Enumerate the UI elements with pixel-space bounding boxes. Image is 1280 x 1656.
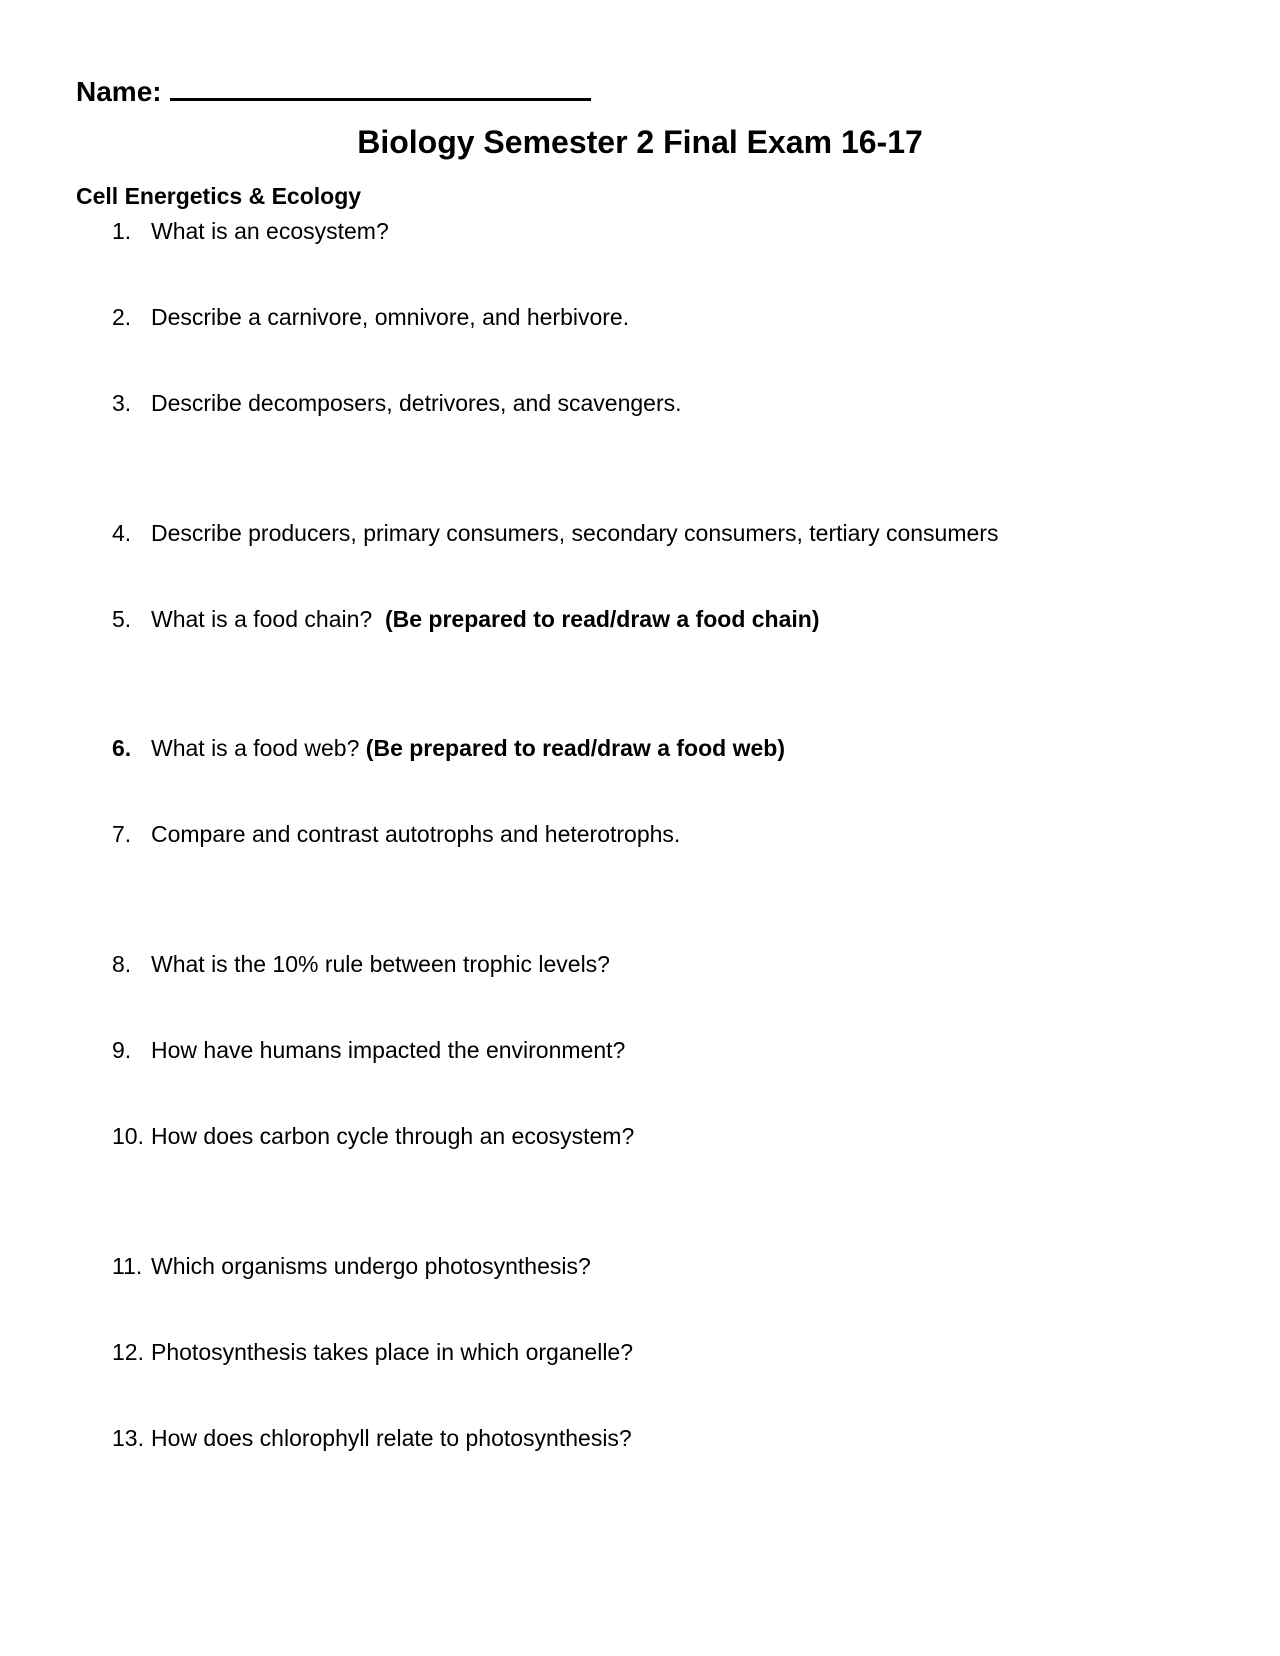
question-number: 12.: [112, 1339, 144, 1365]
name-label: Name:: [76, 76, 162, 107]
name-line: [76, 72, 591, 108]
question-3: [112, 390, 682, 417]
question-13: [112, 1425, 632, 1452]
question-number: 1.: [112, 218, 132, 244]
page-title-text: Biology Semester 2 Final Exam 16-17: [357, 124, 923, 160]
question-text: How does chlorophyll relate to photosynthesis?: [151, 1425, 632, 1451]
question-text: Photosynthesis takes place in which organelle?: [151, 1339, 634, 1365]
question-text: Describe a carnivore, omnivore, and herbivore.: [151, 304, 630, 330]
question-number: 3.: [112, 390, 132, 416]
question-9: [112, 1037, 625, 1064]
question-number: 13.: [112, 1425, 144, 1451]
question-6: [112, 735, 785, 762]
question-number: 5.: [112, 606, 132, 632]
question-text: Which organisms undergo photosynthesis?: [151, 1253, 591, 1279]
page-title: [0, 124, 1280, 161]
question-text: What is the 10% rule between trophic levels?: [151, 951, 610, 977]
question-5: [112, 606, 820, 633]
question-number: 9.: [112, 1037, 132, 1063]
question-number: 8.: [112, 951, 132, 977]
question-number: 11.: [112, 1253, 143, 1279]
question-number: 4.: [112, 520, 132, 546]
question-emphasis: (Be prepared to read/draw a food chain): [384, 606, 820, 632]
question-text: How have humans impacted the environment?: [151, 1037, 626, 1063]
name-blank-field[interactable]: [170, 72, 591, 101]
question-emphasis: (Be prepared to read/draw a food web): [365, 735, 785, 761]
question-text: How does carbon cycle through an ecosystem?: [151, 1123, 635, 1149]
question-10: [112, 1123, 634, 1150]
question-text: Describe producers, primary consumers, secondary consumers, tertiary consumers: [151, 520, 999, 546]
question-7: [112, 821, 680, 848]
question-text: What is an ecosystem?: [151, 218, 389, 244]
question-12: [112, 1339, 633, 1366]
question-text: Compare and contrast autotrophs and heterotrophs.: [151, 821, 681, 847]
question-number: 2.: [112, 304, 132, 330]
question-number: 6.: [112, 735, 132, 761]
question-2: [112, 304, 629, 331]
question-4: [112, 520, 998, 547]
question-number: 10.: [112, 1123, 144, 1149]
question-text: Describe decomposers, detrivores, and scavengers.: [151, 390, 682, 416]
question-1: [112, 218, 389, 245]
question-text: What is a food web?: [151, 735, 360, 761]
question-8: [112, 951, 610, 978]
question-number: 7.: [112, 821, 132, 847]
question-11: [112, 1253, 591, 1280]
question-text: What is a food chain?: [151, 606, 373, 632]
section-heading: Cell Energetics & Ecology: [76, 183, 362, 209]
